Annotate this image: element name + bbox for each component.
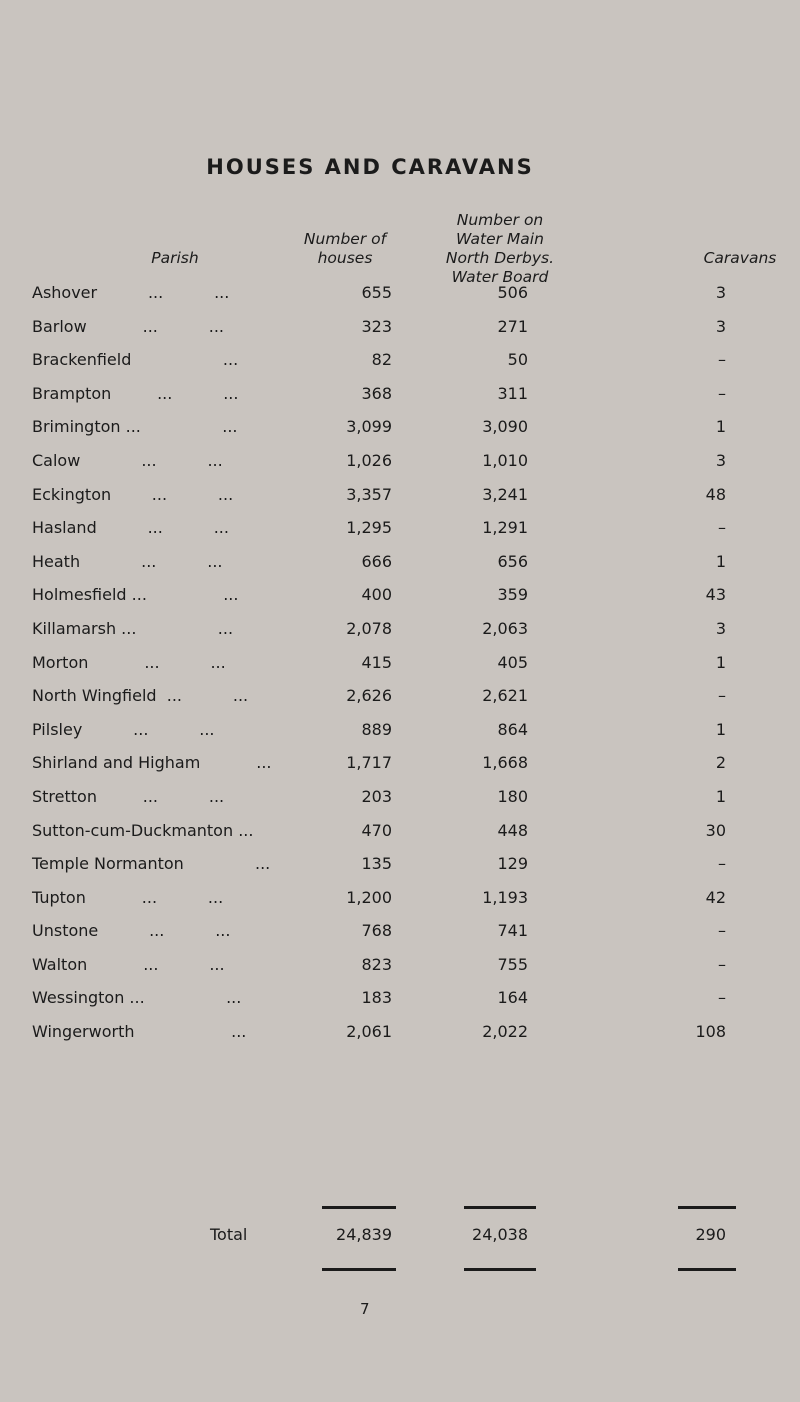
caravans-value: – <box>718 686 726 706</box>
parish-name: Walton ... ... <box>32 954 225 974</box>
table-row <box>0 713 800 747</box>
parish-name: Pilsley ... ... <box>32 719 215 739</box>
total-water: 24,038 <box>472 1225 528 1244</box>
water-main-value: 50 <box>507 350 528 370</box>
table-row <box>0 612 800 646</box>
table-row <box>0 578 800 612</box>
caravans-value: – <box>718 383 726 403</box>
parish-name: Brampton ... ... <box>32 383 239 403</box>
water-main-value: 271 <box>497 316 528 336</box>
houses-value: 2,061 <box>346 1022 392 1042</box>
header-caravans: Caravans <box>703 249 777 267</box>
houses-value: 1,200 <box>346 887 392 907</box>
water-main-value: 3,241 <box>482 484 528 504</box>
water-main-value: 1,010 <box>482 450 528 470</box>
caravans-value: 30 <box>705 820 726 840</box>
caravans-value: – <box>718 988 726 1008</box>
table-row <box>0 310 800 344</box>
parish-name: Brackenfield ... <box>32 350 239 370</box>
houses-value: 666 <box>361 551 392 571</box>
total-caravans: 290 <box>695 1225 726 1244</box>
houses-value: 323 <box>361 316 392 336</box>
houses-value: 2,078 <box>346 618 392 638</box>
caravans-value: 48 <box>705 484 726 504</box>
rule-caravans-top <box>678 1206 736 1209</box>
houses-value: 655 <box>361 283 392 302</box>
caravans-value: – <box>718 350 726 370</box>
houses-value: 1,717 <box>346 753 392 773</box>
water-main-value: 2,621 <box>482 686 528 706</box>
page-number: 7 <box>360 1300 370 1318</box>
page-title: HOUSES AND CARAVANS <box>206 155 534 179</box>
parish-name: Holmesfield ... ... <box>32 585 239 605</box>
houses-value: 889 <box>361 719 392 739</box>
caravans-value: 1 <box>715 786 726 806</box>
houses-value: 183 <box>361 988 392 1008</box>
houses-value: 368 <box>361 383 392 403</box>
table-row <box>0 780 800 814</box>
parish-name: Sutton-cum-Duckmanton ... <box>32 820 254 840</box>
parish-name: Calow ... ... <box>32 450 223 470</box>
houses-value: 1,026 <box>346 450 392 470</box>
houses-value: 3,099 <box>346 417 392 437</box>
parish-name: Wessington ... ... <box>32 988 242 1008</box>
houses-value: 415 <box>361 652 392 672</box>
houses-value: 2,626 <box>346 686 392 706</box>
water-main-value: 448 <box>497 820 528 840</box>
water-main-value: 2,063 <box>482 618 528 638</box>
caravans-value: 3 <box>715 450 726 470</box>
parish-name: Eckington ... ... <box>32 484 234 504</box>
parish-name: Stretton ... ... <box>32 786 225 806</box>
houses-value: 3,357 <box>346 484 392 504</box>
parish-name: Morton ... ... <box>32 652 226 672</box>
parish-name: Unstone ... ... <box>32 921 231 941</box>
water-main-value: 1,193 <box>482 887 528 907</box>
caravans-value: 1 <box>715 551 726 571</box>
houses-value: 203 <box>361 786 392 806</box>
parish-name: Killamarsh ... ... <box>32 618 234 638</box>
rule-water-bottom <box>464 1268 536 1271</box>
caravans-value: – <box>718 854 726 874</box>
table-row <box>0 478 800 512</box>
table-row <box>0 444 800 478</box>
header-number-of-houses: Number of houses <box>303 230 387 267</box>
water-main-value: 129 <box>497 854 528 874</box>
water-main-value: 3,090 <box>482 417 528 437</box>
table-row <box>0 377 800 411</box>
parish-name: Temple Normanton ... <box>32 854 271 874</box>
water-main-value: 180 <box>497 786 528 806</box>
houses-value: 135 <box>361 854 392 874</box>
water-main-value: 405 <box>497 652 528 672</box>
table-row <box>0 545 800 579</box>
houses-value: 1,295 <box>346 518 392 538</box>
water-main-value: 656 <box>497 551 528 571</box>
table-row <box>0 410 800 444</box>
header-parish: Parish <box>151 249 199 267</box>
parish-name: Barlow ... ... <box>32 316 224 336</box>
parish-name: Shirland and Higham ... <box>32 753 272 773</box>
caravans-value: 1 <box>715 417 726 437</box>
parish-name: Heath ... ... <box>32 551 223 571</box>
rule-houses-bottom <box>322 1268 396 1271</box>
water-main-value: 741 <box>497 921 528 941</box>
houses-value: 82 <box>371 350 392 370</box>
caravans-value: 3 <box>715 316 726 336</box>
water-main-value: 755 <box>497 954 528 974</box>
table-row <box>0 981 800 1015</box>
water-main-value: 1,291 <box>482 518 528 538</box>
table-row <box>0 881 800 915</box>
parish-name: Ashover ... ... <box>32 283 230 302</box>
rule-houses-top <box>322 1206 396 1209</box>
table-row <box>0 511 800 545</box>
water-main-value: 506 <box>497 283 528 302</box>
caravans-value: 3 <box>715 618 726 638</box>
parish-name: North Wingfield ... ... <box>32 686 249 706</box>
caravans-value: 2 <box>715 753 726 773</box>
rule-caravans-bottom <box>678 1268 736 1271</box>
water-main-value: 164 <box>497 988 528 1008</box>
caravans-value: 1 <box>715 652 726 672</box>
table-row <box>0 847 800 881</box>
total-label: Total <box>210 1225 248 1244</box>
caravans-value: 43 <box>705 585 726 605</box>
table-row <box>0 343 800 377</box>
houses-value: 823 <box>361 954 392 974</box>
table-row <box>0 679 800 713</box>
table-row <box>0 914 800 948</box>
water-main-value: 359 <box>497 585 528 605</box>
caravans-value: 3 <box>715 283 726 302</box>
parish-name: Tupton ... ... <box>32 887 224 907</box>
table-row <box>0 276 800 310</box>
table-row <box>0 1015 800 1049</box>
water-main-value: 864 <box>497 719 528 739</box>
caravans-value: – <box>718 518 726 538</box>
caravans-value: 1 <box>715 719 726 739</box>
header-water-main: Number on Water Main North Derbys. Water Board <box>445 211 555 286</box>
table-row <box>0 746 800 780</box>
caravans-value: 42 <box>705 887 726 907</box>
houses-value: 400 <box>361 585 392 605</box>
water-main-value: 2,022 <box>482 1022 528 1042</box>
caravans-value: 108 <box>695 1022 726 1042</box>
table-row <box>0 814 800 848</box>
houses-value: 768 <box>361 921 392 941</box>
water-main-value: 311 <box>497 383 528 403</box>
caravans-value: – <box>718 921 726 941</box>
houses-value: 470 <box>361 820 392 840</box>
parish-name: Wingerworth ... <box>32 1022 247 1042</box>
parish-table <box>0 276 800 1049</box>
rule-water-top <box>464 1206 536 1209</box>
table-row <box>0 646 800 680</box>
parish-name: Hasland ... ... <box>32 518 229 538</box>
table-row <box>0 948 800 982</box>
total-houses: 24,839 <box>336 1225 392 1244</box>
water-main-value: 1,668 <box>482 753 528 773</box>
caravans-value: – <box>718 954 726 974</box>
parish-name: Brimington ... ... <box>32 417 238 437</box>
